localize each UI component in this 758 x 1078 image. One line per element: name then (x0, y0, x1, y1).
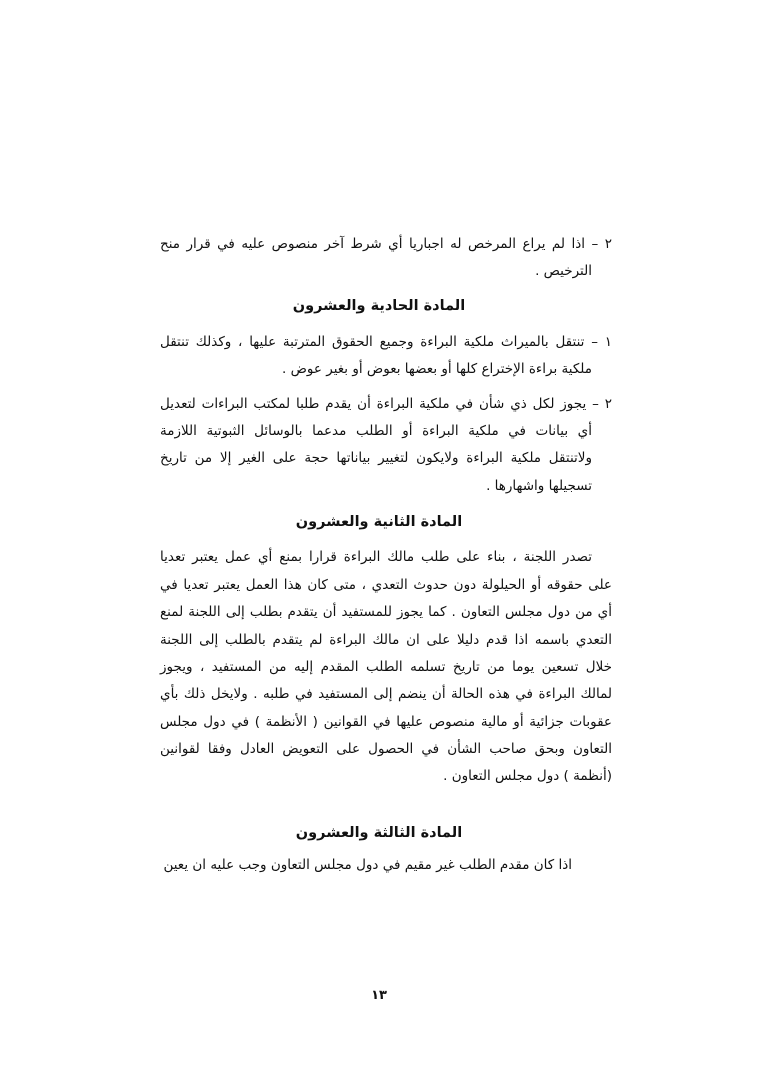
text-line: التعدي باسمه اذا قدم دليلا على ان مالك البراءة لم يتقدم بالطلب إلى اللجنة (160, 632, 612, 648)
text-line: أي بيانات في ملكية البراءة أو الطلب مدعما بالوسائل الثبوتية اللازمة (160, 423, 592, 439)
text-line: الترخيص . (535, 263, 592, 279)
text-line: خلال تسعين يوما من تاريخ تسلمه الطلب المقدم إليه من المستفيد ، ويجوز (160, 659, 612, 675)
text-line: (أنظمة ) دول مجلس التعاون . (443, 768, 612, 784)
text-line: تسجيلها واشهارها . (486, 478, 592, 494)
text-line: عقوبات جزائية أو مالية منصوص عليها في القوانين ( الأنظمة ) في دول مجلس (160, 714, 612, 730)
text-line: تصدر اللجنة ، بناء على طلب مالك البراءة قرارا بمنع أي عمل يعتبر تعديا (160, 549, 592, 565)
article-heading: المادة الثالثة والعشرون (295, 825, 463, 841)
text-line: على حقوقه أو الحيلولة دون حدوث التعدي ، متى كان هذا العمل يعتبر تعديا في (160, 577, 612, 593)
article-heading: المادة الحادية والعشرون (292, 298, 466, 314)
text-line: ١ – تنتقل بالميراث ملكية البراءة وجميع الحقوق المترتبة عليها ، وكذلك تنتقل (160, 334, 612, 350)
text-line: ملكية براءة الإختراع كلها أو بعضها بعوض أو بغير عوض . (282, 361, 592, 377)
text-line: ٢ – يجوز لكل ذي شأن في ملكية البراءة أن يقدم طلبا لمكتب البراءات لتعديل (160, 396, 612, 412)
text-line: لمالك البراءة في هذه الحالة أن ينضم إلى المستفيد في طلبه . ولايخل ذلك بأي (160, 686, 612, 702)
text-line: ٢ – اذا لم يراع المرخص له اجباريا أي شرط آخر منصوص عليه في قرار منح (160, 236, 612, 252)
text-line: أي من دول مجلس التعاون . كما يجوز للمستفيد أن يتقدم بطلب إلى اللجنة لمنع (160, 604, 612, 620)
text-line: التعاون وبحق صاحب الشأن في الحصول على التعويض العادل وفقا لقوانين (160, 741, 612, 757)
text-line: اذا كان مقدم الطلب غير مقيم في دول مجلس التعاون وجب عليه ان يعين (163, 857, 572, 873)
page-number: ١٣ (371, 988, 387, 1003)
text-line: ولاتنتقل ملكية البراءة ولايكون لتغيير بياناتها حجة على الغير إلا من تاريخ (160, 450, 592, 466)
article-heading: المادة الثانية والعشرون (295, 514, 463, 530)
